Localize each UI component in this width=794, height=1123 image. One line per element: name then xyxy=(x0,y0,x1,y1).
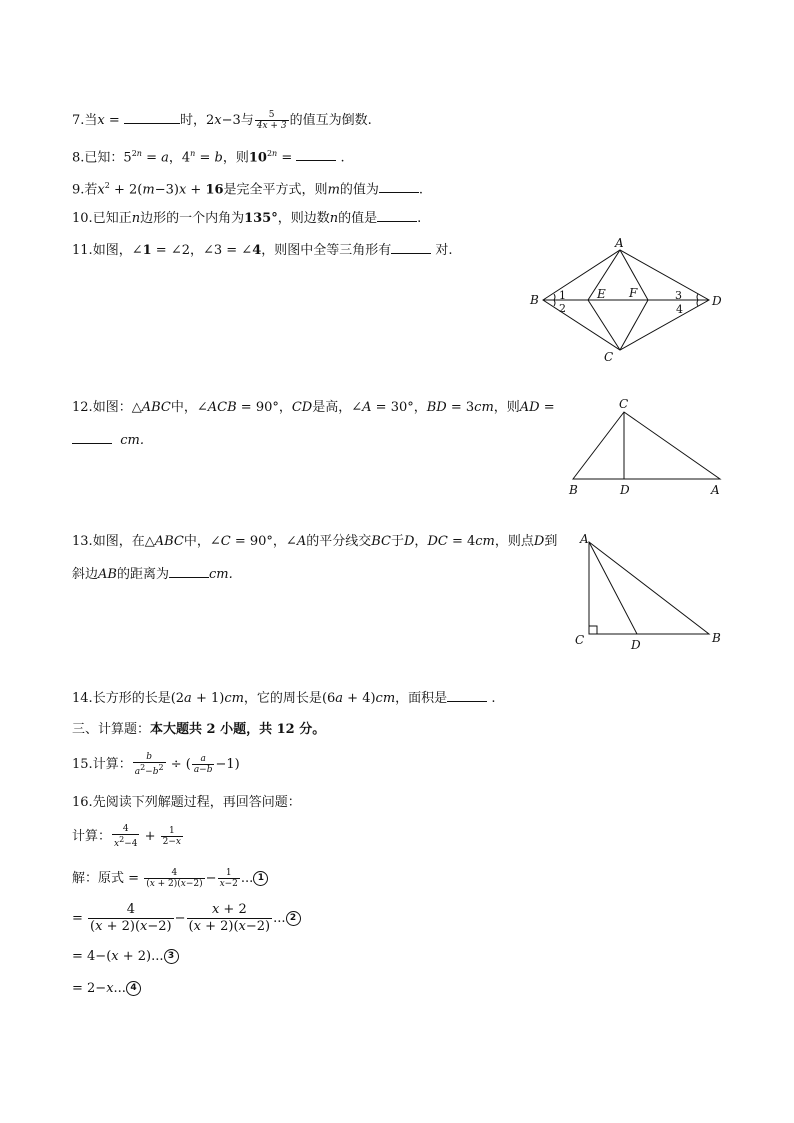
step-2-marker: 2 xyxy=(286,911,301,926)
answer-blank[interactable] xyxy=(379,180,419,193)
angle-3-label: 3 xyxy=(675,289,682,302)
label-B: B xyxy=(712,631,721,645)
answer-blank[interactable] xyxy=(391,241,431,254)
question-12: 12.如图：△ABC中，∠ACB = 90°，CD是高，∠A = 30°，BD = 3cm，则AD = xyxy=(72,400,555,415)
solution-step-2: = $\frac{4}{(x + 2)(x-2)}$ − $\frac{x + 2}{(x + 2)(x-2)}$ ... 2 xyxy=(72,902,301,935)
solution-step-1: 解：原式 = $\frac{4}{(x + 2)(x-2)}$ − $\frac{1}{x-2}$ ... 1 xyxy=(72,868,268,889)
solution-step-3: = 4−(x + 2)... 3 xyxy=(72,948,179,966)
question-9: 9.若$x^2 + 2(m-3)x + 16$是完全平方式，则m的值为 . xyxy=(72,181,424,198)
question-16: 16.先阅读下列解题过程，再回答问题： xyxy=(72,795,301,810)
label-A: A xyxy=(711,483,720,497)
question-8: 8.已知：$5^{2n} = a$，$4^n = b$，则$10^{2n}$ = . xyxy=(72,149,345,166)
section-3-heading: 三、计算题：本大题共 2 小题，共 12 分。 xyxy=(72,722,326,737)
label-C: C xyxy=(604,350,614,364)
answer-blank[interactable] xyxy=(296,148,336,161)
answer-blank[interactable] xyxy=(124,111,180,124)
label-D: D xyxy=(620,483,630,497)
label-B: B xyxy=(569,483,578,497)
label-E: E xyxy=(597,287,606,301)
question-12-cont: cm. xyxy=(72,431,144,450)
question-7: 7.当x = 时，2x−3与 $\frac{5}{4x + 3}$ 的值互为倒数. xyxy=(72,110,372,131)
question-14: 14.长方形的长是(2a + 1)cm，它的周长是(6a + 4)cm，面积是 . xyxy=(72,691,496,706)
step-1-marker: 1 xyxy=(253,871,268,886)
figure-q11 xyxy=(526,236,726,364)
label-D: D xyxy=(631,638,641,652)
angle-4-label: 4 xyxy=(676,303,683,316)
question-15: 15.计算： $\frac{b}{a^2-b^2}$ ÷ ( $\frac{a}{a-b}$ −1) xyxy=(72,752,240,777)
question-11: 11.如图，∠1 = ∠2，∠3 = ∠4，则图中全等三角形有 对. xyxy=(72,243,453,258)
label-C: C xyxy=(619,397,629,411)
label-A: A xyxy=(580,532,589,546)
step-3-marker: 3 xyxy=(164,949,179,964)
angle-1-label: 1 xyxy=(559,289,566,302)
answer-blank[interactable] xyxy=(72,431,112,444)
answer-blank[interactable] xyxy=(447,689,487,702)
solution-step-4: = 2−x... 4 xyxy=(72,980,141,998)
figure-q13 xyxy=(572,530,732,654)
label-F: F xyxy=(629,286,638,300)
label-A: A xyxy=(615,236,624,250)
question-16-expression: 计算： $\frac{4}{x^2-4}$ + $\frac{1}{2-x}$ xyxy=(72,824,181,849)
figure-q12 xyxy=(562,394,732,500)
label-B: B xyxy=(530,293,539,307)
answer-blank[interactable] xyxy=(169,565,209,578)
angle-2-label: 2 xyxy=(559,302,566,315)
question-13-cont: 斜边AB的距离为 cm. xyxy=(72,567,233,582)
question-10: 10.已知正n边形的一个内角为135°，则边数n的值是 . xyxy=(72,211,422,226)
answer-blank[interactable] xyxy=(377,209,417,222)
step-4-marker: 4 xyxy=(126,981,141,996)
label-C: C xyxy=(575,633,585,647)
label-D: D xyxy=(712,294,722,308)
question-13: 13.如图，在△ABC中，∠C = 90°，∠A的平分线交BC于D，DC = 4cm，则点D到 xyxy=(72,534,558,549)
